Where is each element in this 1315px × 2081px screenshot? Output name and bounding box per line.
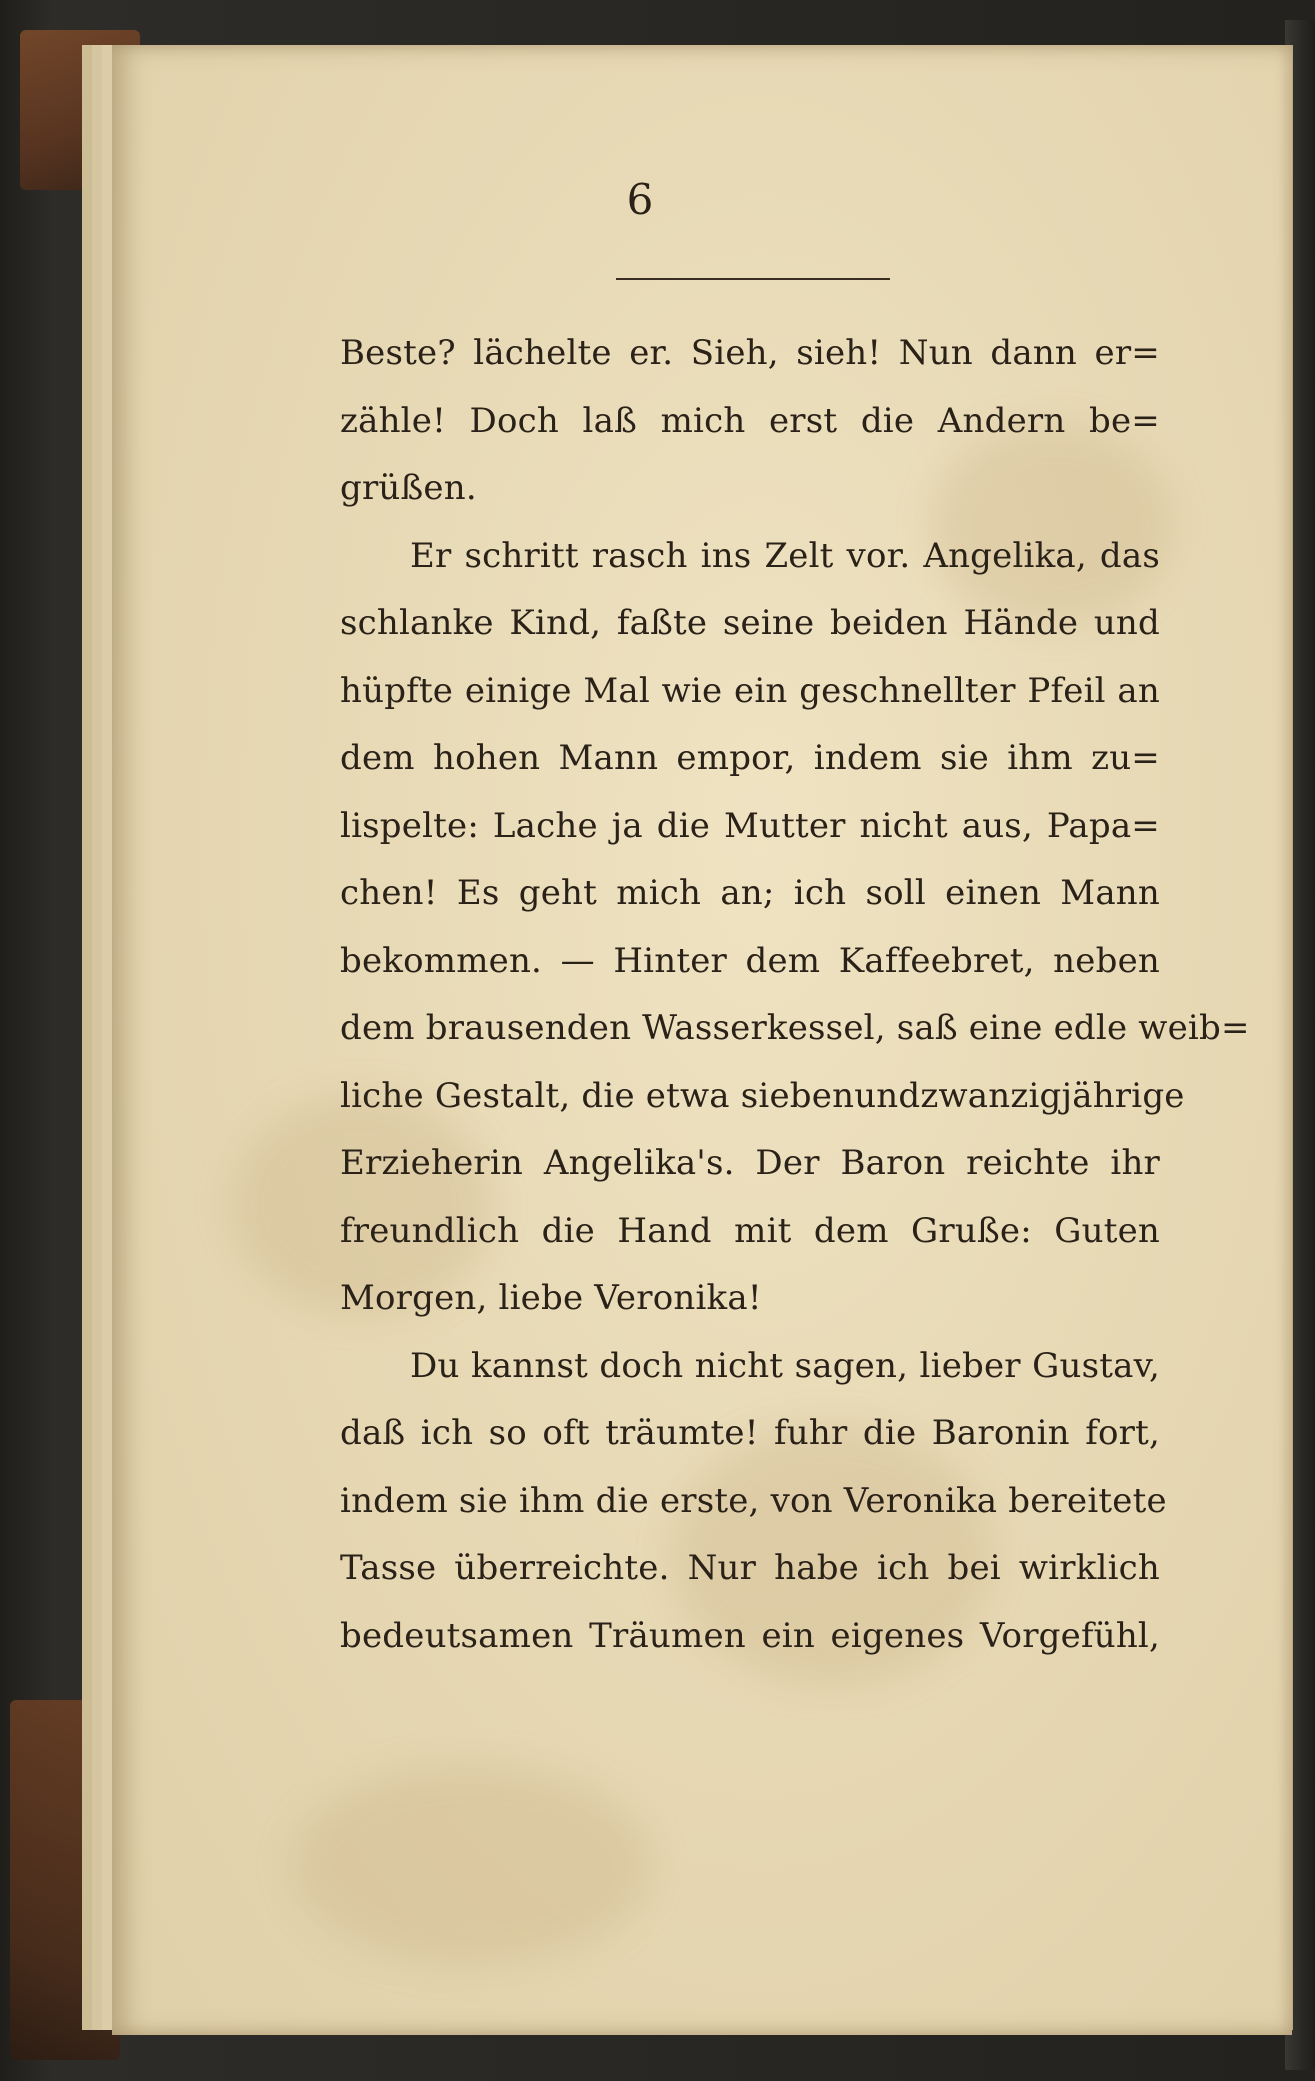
- text-line: Tasse überreichte. Nur habe ich bei wirklich: [340, 1548, 1160, 1588]
- text-line: freundlich die Hand mit dem Gruße: Guten: [340, 1210, 1160, 1251]
- text-line: hüpfte einige Mal wie ein geschnellter Pfeil an: [340, 670, 1160, 711]
- text-line: daß ich so oft träumte! fuhr die Baronin fort,: [340, 1413, 1160, 1453]
- text-line: liche Gestalt, die etwa siebenundzwanzigjährige: [340, 1075, 1185, 1116]
- text-line: dem hohen Mann empor, indem sie ihm zu=: [340, 738, 1160, 778]
- text-line: bedeutsamen Träumen ein eigenes Vorgefühl,: [340, 1615, 1160, 1656]
- text-line: grüßen.: [340, 468, 477, 508]
- text-line: lispelte: Lache ja die Mutter nicht aus, Papa=: [340, 805, 1160, 846]
- text-line: zähle! Doch laß mich erst die Andern be=: [340, 400, 1160, 441]
- text-line: Erzieherin Angelika's. Der Baron reichte ihr: [340, 1143, 1160, 1183]
- text-line: dem brausenden Wasserkessel, saß eine edle weib=: [340, 1008, 1250, 1048]
- text-line: Morgen, liebe Veronika!: [340, 1278, 762, 1318]
- body-text: [340, 320, 1250, 1670]
- text-line: Beste? lächelte er. Sieh, sieh! Nun dann er=: [340, 333, 1160, 373]
- page-number: 6: [626, 175, 654, 224]
- text-line: Du kannst doch nicht sagen, lieber Gustav,: [410, 1345, 1160, 1386]
- text-line: indem sie ihm die erste, von Veronika bereitete: [340, 1480, 1167, 1521]
- text-line: chen! Es geht mich an; ich soll einen Mann: [340, 873, 1160, 913]
- text-line: schlanke Kind, faßte seine beiden Hände und: [340, 603, 1160, 643]
- header-rule: [616, 278, 890, 280]
- paper-stain: [292, 1765, 652, 1965]
- text-line: Er schritt rasch ins Zelt vor. Angelika, das: [410, 535, 1160, 576]
- text-line: bekommen. — Hinter dem Kaffeebret, neben: [340, 940, 1160, 981]
